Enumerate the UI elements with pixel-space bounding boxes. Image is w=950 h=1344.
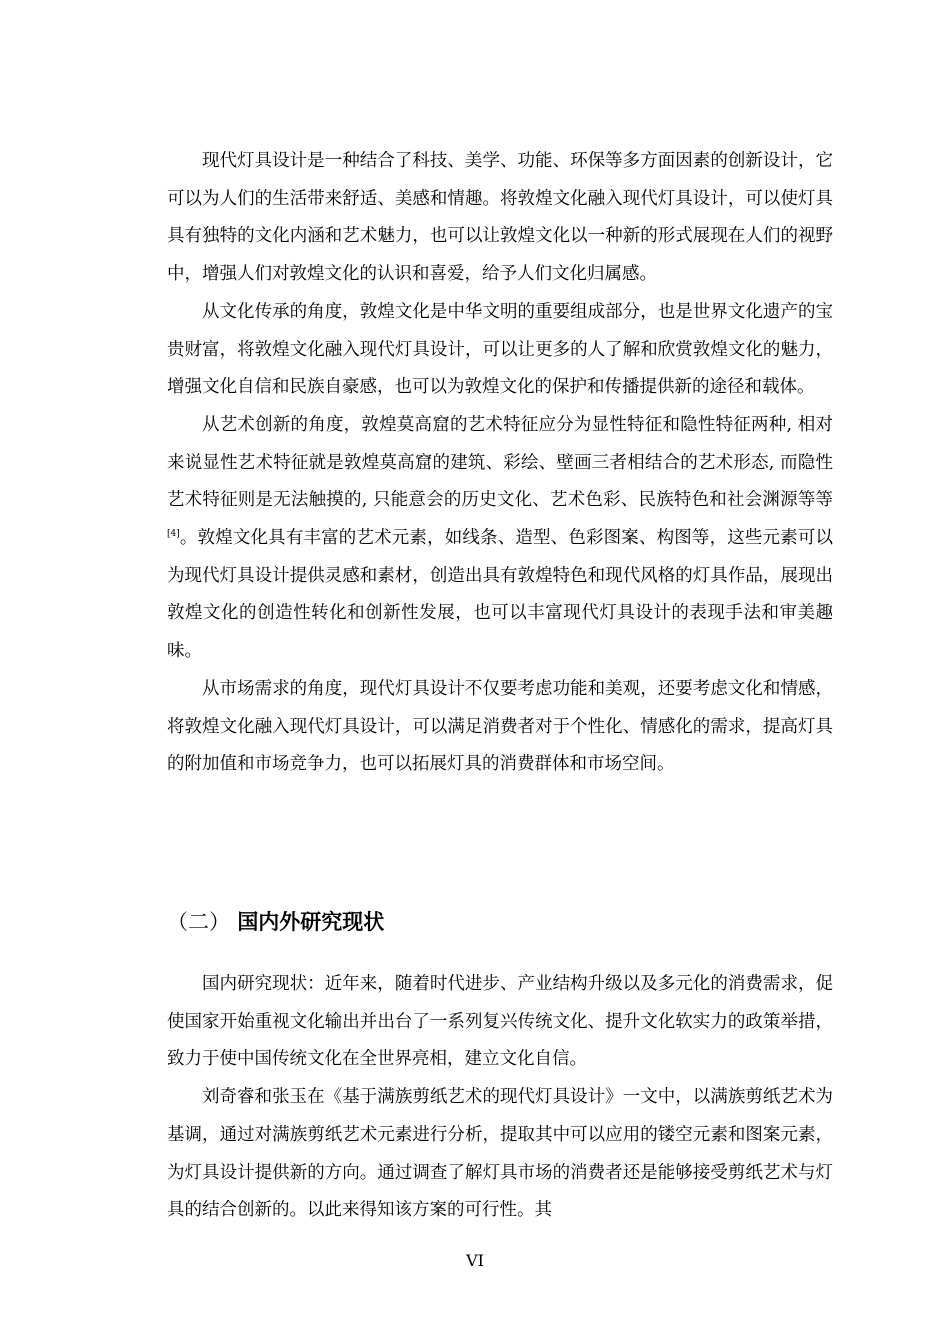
- paragraph-text: 从艺术创新的角度，敦煌莫高窟的艺术特征应分为显性特征和隐性特征两种, 相对来说显性艺术特征就是敦煌莫高窟的建筑、彩绘、壁画三者相结合的艺术形态, 而隐性艺术特征则是无法触摸的, 只能意会的历史文化、艺术色彩、民族特色和社会渊源等等: [167, 414, 833, 511]
- paragraph-paper-cutting-study: 刘奇睿和张玉在《基于满族剪纸艺术的现代灯具设计》一文中，以满族剪纸艺术为基调，通过对满族剪纸艺术元素进行分析，提取其中可以应用的镂空元素和图案元素，为灯具设计提供新的方向。通过调查了解灯具市场的消费者还是能够接受剪纸艺术与灯具的结合创新的。以此来得知该方案的可行性。其: [167, 1087, 833, 1221]
- paragraph-lighting-design: 现代灯具设计是一种结合了科技、美学、功能、环保等多方面因素的创新设计，它可以为人们的生活带来舒适、美感和情趣。将敦煌文化融入现代灯具设计，可以使灯具具有独特的文化内涵和艺术魅力，也可以让敦煌文化以一种新的形式展现在人们的视野中，增强人们对敦煌文化的认识和喜爱，给予人们文化归属感。: [167, 151, 833, 285]
- page-number: VI: [466, 1251, 484, 1270]
- paragraph-market-demand: 从市场需求的角度，现代灯具设计不仅要考虑功能和美观，还要考虑文化和情感，将敦煌文化融入现代灯具设计，可以满足消费者对于个性化、情感化的需求，提高灯具的附加值和市场竞争力，也可以拓展灯具的消费群体和市场空间。: [167, 678, 833, 775]
- research-section: [167, 966, 833, 1230]
- section-heading: [167, 907, 384, 937]
- section-title: 国内外研究现状: [237, 909, 385, 934]
- intro-section: [167, 143, 833, 784]
- section-number: （二）: [167, 910, 230, 934]
- paragraph-text: 。敦煌文化具有丰富的艺术元素，如线条、造型、色彩图案、构图等，这些元素可以为现代灯具设计提供灵感和素材，创造出具有敦煌特色和现代风格的灯具作品，展现出敦煌文化的创造性转化和创新性发展，也可以丰富现代灯具设计的表现手法和审美趣味。: [167, 528, 833, 662]
- paragraph-domestic-research: 国内研究现状：近年来，随着时代进步、产业结构升级以及多元化的消费需求，促使国家开始重视文化输出并出台了一系列复兴传统文化、提升文化软实力的政策举措，致力于使中国传统文化在全世界亮相，建立文化自信。: [167, 974, 833, 1070]
- citation-reference[interactable]: [4]: [167, 529, 180, 540]
- paragraph-cultural-heritage: 从文化传承的角度，敦煌文化是中华文明的重要组成部分，也是世界文化遗产的宝贵财富，将敦煌文化融入现代灯具设计，可以让更多的人了解和欣赏敦煌文化的魅力，增强文化自信和民族自豪感，也可以为敦煌文化的保护和传播提供新的途径和载体。: [167, 301, 833, 398]
- paragraph-artistic-innovation: [167, 407, 833, 671]
